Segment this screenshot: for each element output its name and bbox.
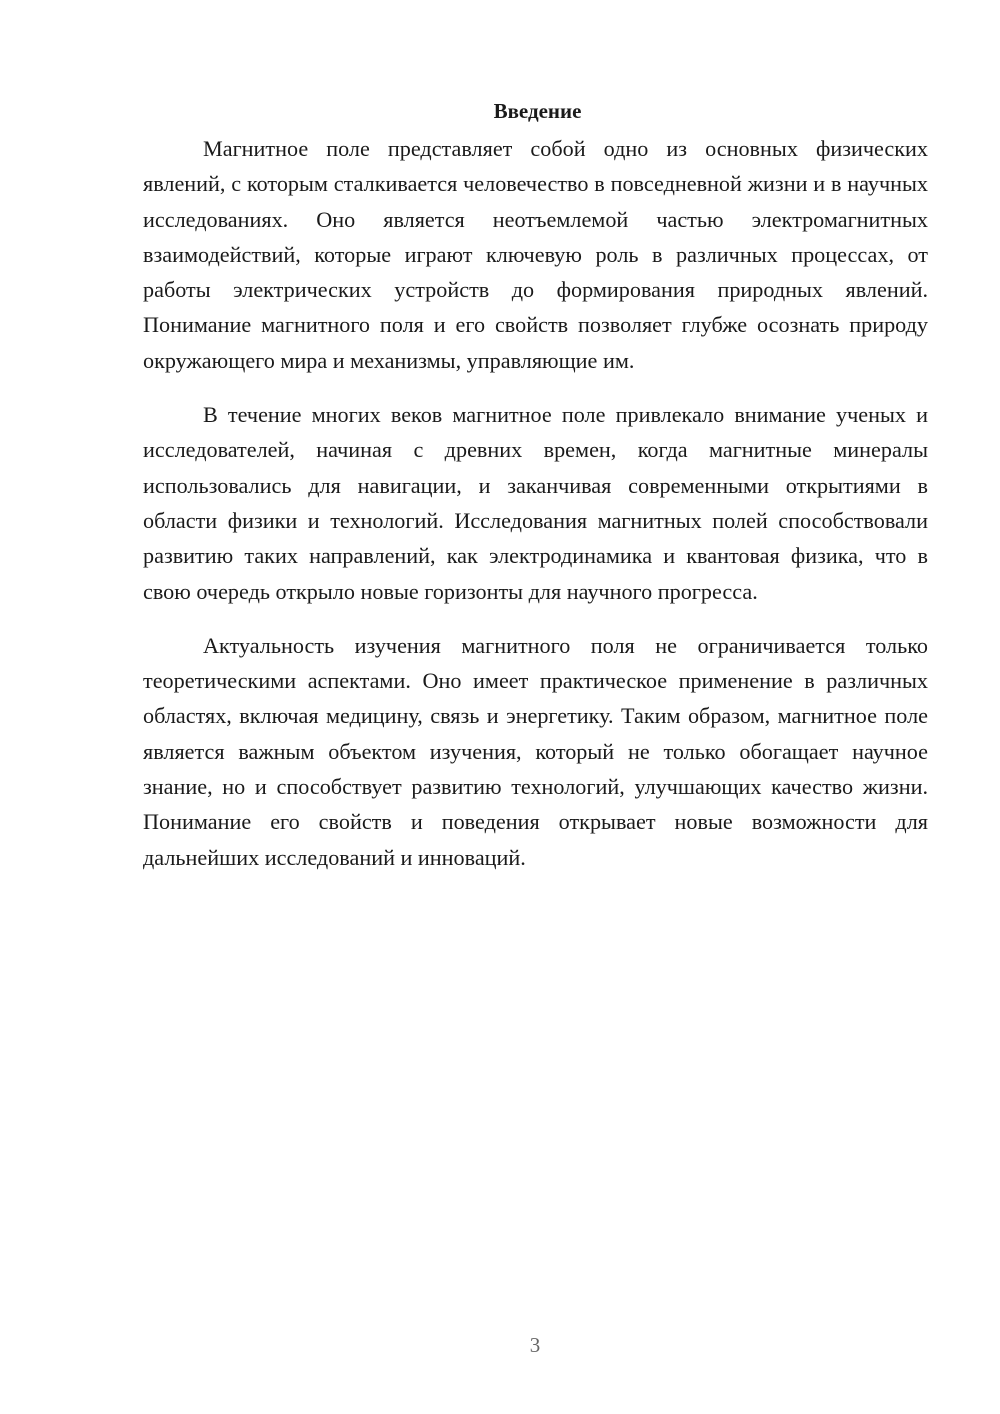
paragraph-3: Актуальность изучения магнитного поля не ограничивается только теоретическими аспектами. Оно имеет практическое применение в различных областях, включая медицину, связь и энергетику. Таким образом, магнитное поле является важным объектом изучения, который не только обогащает научное знание, но и способствует развитию технологий, улучшающих качество жизни. Понимание его свойств и поведения открывает новые возможности для дальнейших исследований и инноваций. (143, 632, 928, 870)
page-content (143, 96, 928, 875)
paragraph-2: В течение многих веков магнитное поле привлекало внимание ученых и исследователей, начиная с древних времен, когда магнитные минералы использовались для навигации, и заканчивая современными открытиями в области физики и технологий. Исследования магнитных полей способствовали развитию таких направлений, как электродинамика и квантовая физика, что в свою очередь открыло новые горизонты для научного прогресса. (143, 402, 928, 604)
paragraph-1: Магнитное поле представляет собой одно из основных физических явлений, с которым сталкивается человечество в повседневной жизни и в научных исследованиях. Оно является неотъемлемой частью электромагнитных взаимодействий, которые играют ключевую роль в различных процессах, от работы электрических устройств до формирования природных явлений. Понимание магнитного поля и его свойств позволяет глубже осознать природу окружающего мира и механизмы, управляющие им. (143, 136, 928, 373)
page-number: 3 (529, 1333, 541, 1357)
section-heading: Введение (493, 99, 582, 123)
